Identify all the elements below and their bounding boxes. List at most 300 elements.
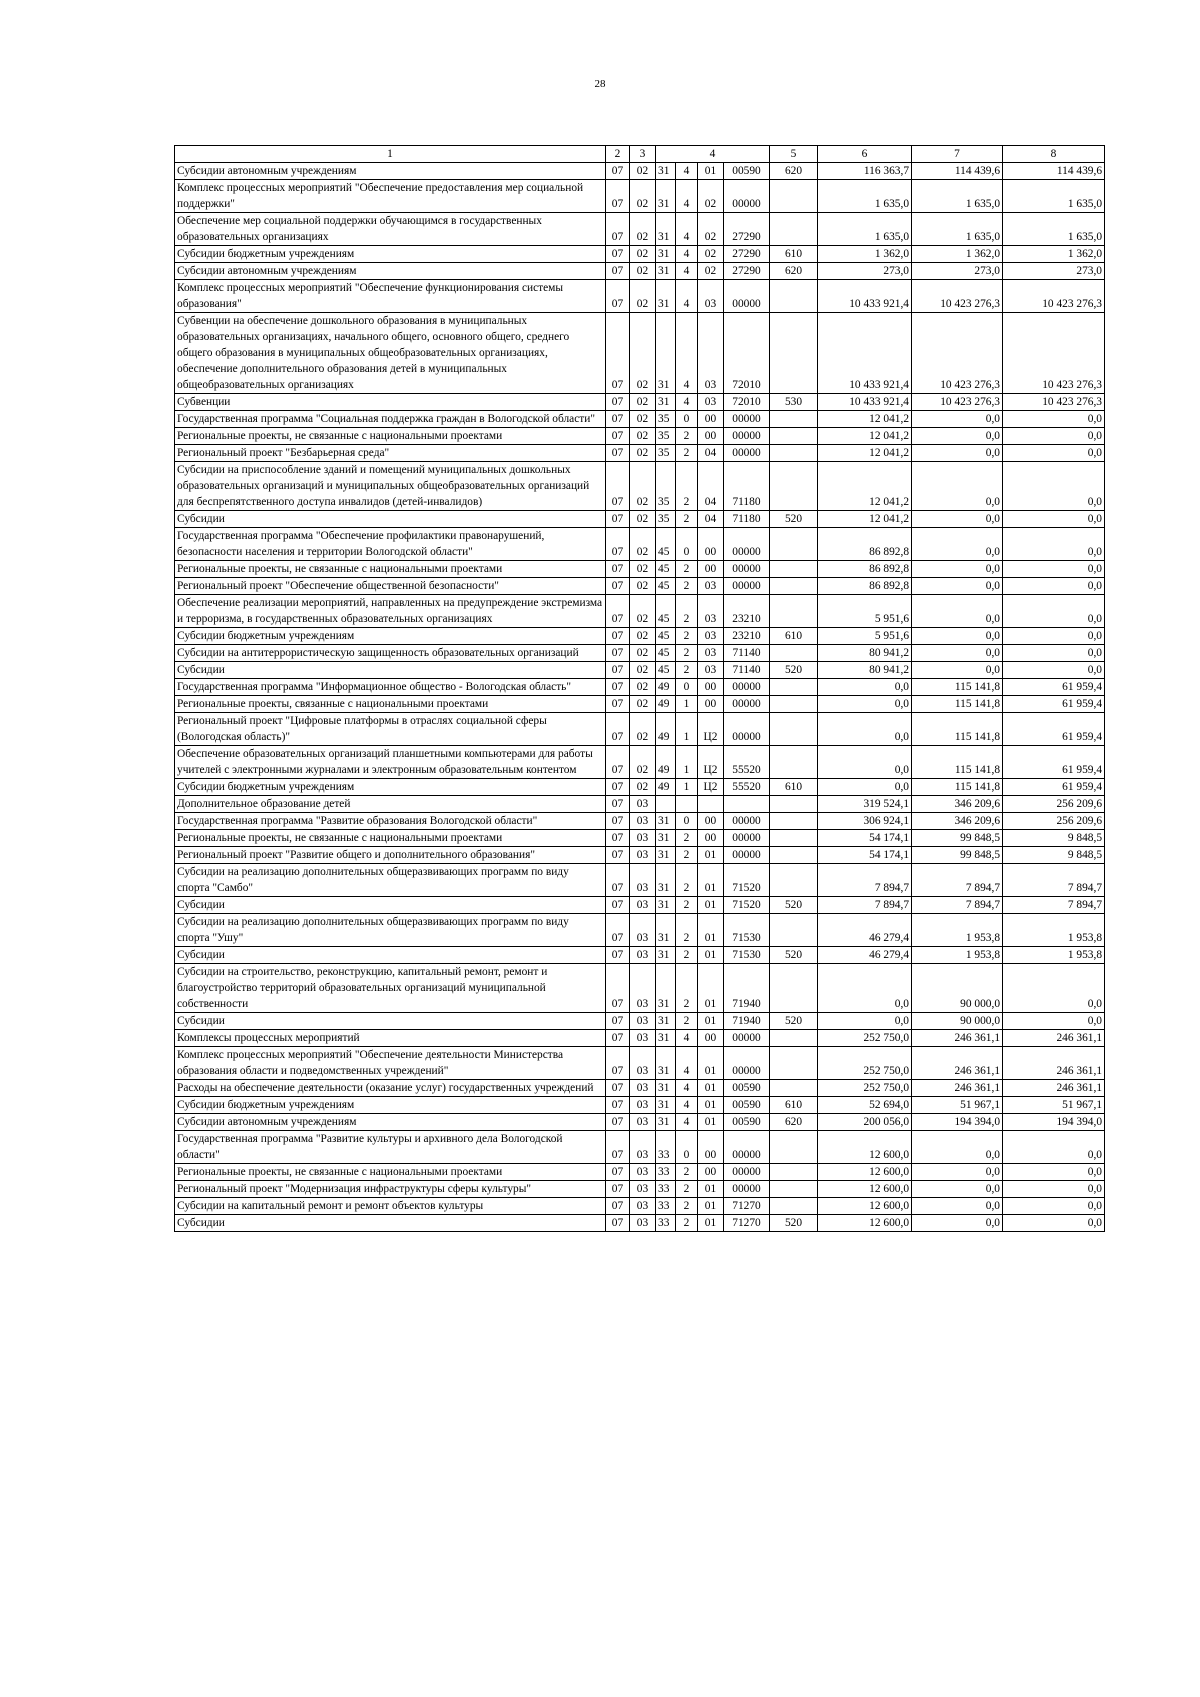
subprogram-code: 4 — [676, 1097, 698, 1114]
subprogram-code: 4 — [676, 1047, 698, 1080]
amount-col7: 1 362,0 — [912, 246, 1003, 263]
direction-code: 00000 — [724, 679, 770, 696]
activity-code: 01 — [698, 1181, 724, 1198]
subprogram-code: 2 — [676, 947, 698, 964]
row-name: Региональный проект "Обеспечение общественной безопасности" — [175, 578, 606, 595]
amount-col7: 0,0 — [912, 645, 1003, 662]
amount-col7: 90 000,0 — [912, 964, 1003, 1013]
amount-col6: 12 600,0 — [818, 1215, 912, 1232]
section-code: 07 — [606, 411, 630, 428]
activity-code: 04 — [698, 511, 724, 528]
direction-code: 00590 — [724, 1114, 770, 1131]
amount-col6: 54 174,1 — [818, 830, 912, 847]
subsection-code: 03 — [630, 1181, 656, 1198]
row-name: Расходы на обеспечение деятельности (оказание услуг) государственных учреждений — [175, 1080, 606, 1097]
program-code: 33 — [656, 1198, 676, 1215]
amount-col7: 0,0 — [912, 595, 1003, 628]
row-name: Комплекс процессных мероприятий "Обеспечение предоставления мер социальной поддержки" — [175, 180, 606, 213]
amount-col6: 54 174,1 — [818, 847, 912, 864]
activity-code: 03 — [698, 628, 724, 645]
subprogram-code: 2 — [676, 595, 698, 628]
program-code: 31 — [656, 180, 676, 213]
amount-col8: 61 959,4 — [1003, 713, 1105, 746]
activity-code: 01 — [698, 1047, 724, 1080]
table-row — [175, 528, 1105, 561]
program-code: 35 — [656, 462, 676, 511]
row-name: Комплекс процессных мероприятий "Обеспечение функционирования системы образования" — [175, 280, 606, 313]
amount-col7: 0,0 — [912, 662, 1003, 679]
subprogram-code: 0 — [676, 679, 698, 696]
direction-code: 00000 — [724, 280, 770, 313]
program-code: 33 — [656, 1131, 676, 1164]
subprogram-code: 2 — [676, 864, 698, 897]
program-code: 49 — [656, 779, 676, 796]
table-row — [175, 595, 1105, 628]
amount-col6: 86 892,8 — [818, 561, 912, 578]
expense-type-code — [770, 213, 818, 246]
row-name: Субсидии бюджетным учреждениям — [175, 246, 606, 263]
row-name: Субсидии на приспособление зданий и помещений муниципальных дошкольных образовательных организаций и муниципальных общеобразовательных организаций для беспрепятственного доступа инвалидов (детей-инвалидов) — [175, 462, 606, 511]
amount-col6: 10 433 921,4 — [818, 394, 912, 411]
row-name: Региональные проекты, не связанные с национальными проектами — [175, 830, 606, 847]
subprogram-code: 4 — [676, 280, 698, 313]
activity-code: 03 — [698, 578, 724, 595]
program-code: 31 — [656, 813, 676, 830]
amount-col7: 246 361,1 — [912, 1047, 1003, 1080]
subprogram-code: 1 — [676, 713, 698, 746]
expense-type-code — [770, 645, 818, 662]
expense-type-code: 520 — [770, 1215, 818, 1232]
amount-col8: 0,0 — [1003, 1198, 1105, 1215]
subsection-code: 03 — [630, 1013, 656, 1030]
expense-type-code — [770, 1030, 818, 1047]
activity-code: 01 — [698, 947, 724, 964]
table-row — [175, 679, 1105, 696]
subprogram-code: 2 — [676, 445, 698, 462]
amount-col8: 1 362,0 — [1003, 246, 1105, 263]
direction-code: 00000 — [724, 180, 770, 213]
activity-code: Ц2 — [698, 746, 724, 779]
expense-type-code: 610 — [770, 779, 818, 796]
col-header: 1 — [175, 146, 606, 163]
subsection-code: 03 — [630, 1198, 656, 1215]
direction-code: 71940 — [724, 1013, 770, 1030]
amount-col6: 116 363,7 — [818, 163, 912, 180]
subprogram-code: 4 — [676, 163, 698, 180]
amount-col6: 0,0 — [818, 746, 912, 779]
row-name: Субсидии автономным учреждениям — [175, 263, 606, 280]
row-name: Региональные проекты, связанные с национальными проектами — [175, 696, 606, 713]
section-code: 07 — [606, 662, 630, 679]
table-row — [175, 628, 1105, 645]
expense-type-code — [770, 578, 818, 595]
expense-type-code — [770, 411, 818, 428]
table-row — [175, 1030, 1105, 1047]
direction-code: 00000 — [724, 561, 770, 578]
subsection-code: 03 — [630, 864, 656, 897]
row-name: Субсидии автономным учреждениям — [175, 1114, 606, 1131]
direction-code: 00000 — [724, 445, 770, 462]
expense-type-code — [770, 864, 818, 897]
section-code: 07 — [606, 428, 630, 445]
row-name: Государственная программа "Развитие образования Вологодской области" — [175, 813, 606, 830]
activity-code: 00 — [698, 428, 724, 445]
program-code — [656, 796, 676, 813]
expense-type-code: 610 — [770, 1097, 818, 1114]
subprogram-code: 2 — [676, 847, 698, 864]
section-code: 07 — [606, 696, 630, 713]
row-name: Комплекс процессных мероприятий "Обеспечение деятельности Министерства образования области и подведомственных учреждений" — [175, 1047, 606, 1080]
program-code: 45 — [656, 645, 676, 662]
program-code: 45 — [656, 561, 676, 578]
expense-type-code — [770, 796, 818, 813]
section-code: 07 — [606, 213, 630, 246]
row-name: Государственная программа "Социальная поддержка граждан в Вологодской области" — [175, 411, 606, 428]
subprogram-code: 2 — [676, 914, 698, 947]
section-code: 07 — [606, 779, 630, 796]
direction-code: 00000 — [724, 411, 770, 428]
subsection-code: 03 — [630, 1114, 656, 1131]
program-code: 31 — [656, 213, 676, 246]
amount-col7: 0,0 — [912, 511, 1003, 528]
amount-col8: 0,0 — [1003, 662, 1105, 679]
amount-col8: 273,0 — [1003, 263, 1105, 280]
direction-code: 71140 — [724, 662, 770, 679]
direction-code: 27290 — [724, 263, 770, 280]
amount-col8: 0,0 — [1003, 1215, 1105, 1232]
direction-code: 00000 — [724, 1030, 770, 1047]
amount-col6: 80 941,2 — [818, 645, 912, 662]
amount-col6: 10 433 921,4 — [818, 313, 912, 394]
amount-col6: 46 279,4 — [818, 914, 912, 947]
table-row — [175, 280, 1105, 313]
amount-col8: 61 959,4 — [1003, 746, 1105, 779]
subsection-code: 03 — [630, 847, 656, 864]
subsection-code: 02 — [630, 595, 656, 628]
row-name: Государственная программа "Информационное общество - Вологодская область" — [175, 679, 606, 696]
table-row — [175, 662, 1105, 679]
activity-code: 04 — [698, 445, 724, 462]
subsection-code: 03 — [630, 964, 656, 1013]
activity-code: 01 — [698, 1114, 724, 1131]
row-name: Региональный проект "Модернизация инфраструктуры сферы культуры" — [175, 1181, 606, 1198]
direction-code: 71940 — [724, 964, 770, 1013]
table-row — [175, 180, 1105, 213]
program-code: 31 — [656, 394, 676, 411]
amount-col6: 0,0 — [818, 1013, 912, 1030]
expense-type-code: 520 — [770, 897, 818, 914]
section-code: 07 — [606, 163, 630, 180]
amount-col8: 246 361,1 — [1003, 1030, 1105, 1047]
expense-type-code — [770, 679, 818, 696]
table-row — [175, 1198, 1105, 1215]
amount-col7: 10 423 276,3 — [912, 394, 1003, 411]
subsection-code: 02 — [630, 411, 656, 428]
direction-code: 00000 — [724, 528, 770, 561]
amount-col6: 0,0 — [818, 679, 912, 696]
amount-col7: 114 439,6 — [912, 163, 1003, 180]
section-code: 07 — [606, 645, 630, 662]
direction-code: 00000 — [724, 830, 770, 847]
amount-col6: 1 635,0 — [818, 180, 912, 213]
subsection-code: 03 — [630, 897, 656, 914]
row-name: Субсидии бюджетным учреждениям — [175, 1097, 606, 1114]
amount-col7: 0,0 — [912, 1164, 1003, 1181]
amount-col6: 252 750,0 — [818, 1080, 912, 1097]
section-code: 07 — [606, 830, 630, 847]
activity-code: 01 — [698, 914, 724, 947]
subsection-code: 03 — [630, 1080, 656, 1097]
expense-type-code — [770, 813, 818, 830]
amount-col6: 0,0 — [818, 713, 912, 746]
amount-col8: 10 423 276,3 — [1003, 313, 1105, 394]
amount-col7: 0,0 — [912, 411, 1003, 428]
expense-type-code — [770, 280, 818, 313]
expense-type-code — [770, 595, 818, 628]
subsection-code: 03 — [630, 813, 656, 830]
subsection-code: 02 — [630, 280, 656, 313]
activity-code: 01 — [698, 1097, 724, 1114]
subsection-code: 02 — [630, 561, 656, 578]
row-name: Обеспечение мер социальной поддержки обучающимся в государственных образовательных организациях — [175, 213, 606, 246]
subsection-code: 02 — [630, 645, 656, 662]
program-code: 31 — [656, 947, 676, 964]
subsection-code: 02 — [630, 578, 656, 595]
program-code: 45 — [656, 595, 676, 628]
activity-code: 01 — [698, 964, 724, 1013]
subprogram-code: 2 — [676, 578, 698, 595]
row-name: Субсидии на реализацию дополнительных общеразвивающих программ по виду спорта "Самбо" — [175, 864, 606, 897]
direction-code: 00000 — [724, 1131, 770, 1164]
section-code: 07 — [606, 578, 630, 595]
amount-col7: 0,0 — [912, 561, 1003, 578]
subsection-code: 02 — [630, 511, 656, 528]
program-code: 31 — [656, 1097, 676, 1114]
amount-col8: 0,0 — [1003, 411, 1105, 428]
table-row — [175, 578, 1105, 595]
subprogram-code: 2 — [676, 511, 698, 528]
section-code: 07 — [606, 462, 630, 511]
subprogram-code: 2 — [676, 1013, 698, 1030]
expense-type-code — [770, 1198, 818, 1215]
amount-col6: 12 600,0 — [818, 1164, 912, 1181]
section-code: 07 — [606, 746, 630, 779]
expense-type-code — [770, 964, 818, 1013]
section-code: 07 — [606, 595, 630, 628]
subprogram-code: 4 — [676, 1114, 698, 1131]
col-header: 6 — [818, 146, 912, 163]
program-code: 31 — [656, 964, 676, 1013]
amount-col6: 12 041,2 — [818, 511, 912, 528]
activity-code: 01 — [698, 847, 724, 864]
amount-col8: 0,0 — [1003, 511, 1105, 528]
subsection-code: 02 — [630, 713, 656, 746]
program-code: 31 — [656, 847, 676, 864]
table-row — [175, 713, 1105, 746]
program-code: 49 — [656, 696, 676, 713]
section-code: 07 — [606, 394, 630, 411]
amount-col6: 12 600,0 — [818, 1181, 912, 1198]
amount-col8: 7 894,7 — [1003, 897, 1105, 914]
amount-col6: 12 041,2 — [818, 462, 912, 511]
subsection-code: 02 — [630, 746, 656, 779]
subsection-code: 02 — [630, 445, 656, 462]
amount-col7: 0,0 — [912, 1198, 1003, 1215]
program-code: 35 — [656, 511, 676, 528]
expense-type-code — [770, 180, 818, 213]
direction-code: 71530 — [724, 947, 770, 964]
expense-type-code: 530 — [770, 394, 818, 411]
activity-code: 01 — [698, 864, 724, 897]
subprogram-code: 1 — [676, 746, 698, 779]
subsection-code: 03 — [630, 914, 656, 947]
row-name: Комплексы процессных мероприятий — [175, 1030, 606, 1047]
subsection-code: 03 — [630, 1097, 656, 1114]
amount-col7: 10 423 276,3 — [912, 280, 1003, 313]
expense-type-code — [770, 528, 818, 561]
table-row — [175, 1080, 1105, 1097]
table-row — [175, 445, 1105, 462]
amount-col6: 7 894,7 — [818, 864, 912, 897]
subprogram-code: 2 — [676, 628, 698, 645]
amount-col8: 0,0 — [1003, 964, 1105, 1013]
amount-col8: 0,0 — [1003, 1013, 1105, 1030]
direction-code: 72010 — [724, 394, 770, 411]
section-code: 07 — [606, 1030, 630, 1047]
program-code: 31 — [656, 163, 676, 180]
amount-col8: 0,0 — [1003, 528, 1105, 561]
section-code: 07 — [606, 246, 630, 263]
row-name: Дополнительное образование детей — [175, 796, 606, 813]
amount-col7: 115 141,8 — [912, 696, 1003, 713]
subprogram-code: 1 — [676, 779, 698, 796]
amount-col6: 12 600,0 — [818, 1198, 912, 1215]
expense-type-code — [770, 914, 818, 947]
amount-col8: 0,0 — [1003, 578, 1105, 595]
section-code: 07 — [606, 713, 630, 746]
subprogram-code: 2 — [676, 964, 698, 1013]
amount-col8: 0,0 — [1003, 561, 1105, 578]
direction-code: 71180 — [724, 462, 770, 511]
section-code: 07 — [606, 1013, 630, 1030]
row-name: Обеспечение реализации мероприятий, направленных на предупреждение экстремизма и терроризма, в государственных образовательных организациях — [175, 595, 606, 628]
activity-code: 01 — [698, 897, 724, 914]
activity-code: 01 — [698, 1198, 724, 1215]
amount-col7: 0,0 — [912, 628, 1003, 645]
subsection-code: 02 — [630, 313, 656, 394]
expense-type-code: 520 — [770, 947, 818, 964]
direction-code: 27290 — [724, 246, 770, 263]
table-row — [175, 847, 1105, 864]
activity-code: Ц2 — [698, 779, 724, 796]
activity-code: 04 — [698, 462, 724, 511]
amount-col8: 194 394,0 — [1003, 1114, 1105, 1131]
subprogram-code: 4 — [676, 313, 698, 394]
program-code: 31 — [656, 1030, 676, 1047]
row-name: Субвенции — [175, 394, 606, 411]
expense-type-code — [770, 313, 818, 394]
amount-col7: 7 894,7 — [912, 897, 1003, 914]
amount-col7: 0,0 — [912, 578, 1003, 595]
amount-col8: 246 361,1 — [1003, 1080, 1105, 1097]
amount-col7: 99 848,5 — [912, 830, 1003, 847]
budget-table — [174, 145, 1105, 1232]
direction-code: 00000 — [724, 1164, 770, 1181]
direction-code — [724, 796, 770, 813]
amount-col8: 51 967,1 — [1003, 1097, 1105, 1114]
amount-col6: 12 041,2 — [818, 445, 912, 462]
section-code: 07 — [606, 1198, 630, 1215]
section-code: 07 — [606, 847, 630, 864]
section-code: 07 — [606, 1080, 630, 1097]
subprogram-code: 4 — [676, 213, 698, 246]
activity-code — [698, 796, 724, 813]
col-header: 5 — [770, 146, 818, 163]
section-code: 07 — [606, 1215, 630, 1232]
amount-col8: 0,0 — [1003, 462, 1105, 511]
program-code: 31 — [656, 1114, 676, 1131]
expense-type-code — [770, 1131, 818, 1164]
amount-col6: 12 041,2 — [818, 428, 912, 445]
direction-code: 72010 — [724, 313, 770, 394]
amount-col6: 46 279,4 — [818, 947, 912, 964]
subsection-code: 02 — [630, 628, 656, 645]
amount-col8: 1 635,0 — [1003, 180, 1105, 213]
amount-col7: 346 209,6 — [912, 796, 1003, 813]
expense-type-code — [770, 1181, 818, 1198]
subsection-code: 02 — [630, 679, 656, 696]
program-code: 31 — [656, 914, 676, 947]
table-row — [175, 561, 1105, 578]
direction-code: 00000 — [724, 428, 770, 445]
subprogram-code: 4 — [676, 180, 698, 213]
amount-col7: 1 635,0 — [912, 180, 1003, 213]
table-row — [175, 1097, 1105, 1114]
activity-code: 02 — [698, 180, 724, 213]
row-name: Субсидии — [175, 897, 606, 914]
amount-col6: 10 433 921,4 — [818, 280, 912, 313]
amount-col6: 306 924,1 — [818, 813, 912, 830]
amount-col6: 252 750,0 — [818, 1047, 912, 1080]
amount-col7: 246 361,1 — [912, 1030, 1003, 1047]
table-row — [175, 947, 1105, 964]
program-code: 49 — [656, 713, 676, 746]
row-name: Государственная программа "Обеспечение профилактики правонарушений, безопасности населения и территории Вологодской области" — [175, 528, 606, 561]
subsection-code: 03 — [630, 1030, 656, 1047]
direction-code: 00590 — [724, 163, 770, 180]
activity-code: 01 — [698, 1013, 724, 1030]
amount-col7: 0,0 — [912, 528, 1003, 561]
amount-col7: 0,0 — [912, 1215, 1003, 1232]
amount-col7: 99 848,5 — [912, 847, 1003, 864]
program-code: 31 — [656, 1080, 676, 1097]
activity-code: 00 — [698, 1131, 724, 1164]
direction-code: 00000 — [724, 578, 770, 595]
section-code: 07 — [606, 864, 630, 897]
activity-code: 01 — [698, 163, 724, 180]
program-code: 31 — [656, 1013, 676, 1030]
amount-col7: 273,0 — [912, 263, 1003, 280]
activity-code: 02 — [698, 263, 724, 280]
activity-code: 00 — [698, 679, 724, 696]
row-name: Субсидии на строительство, реконструкцию, капитальный ремонт, ремонт и благоустройство территорий образовательных организаций муниципальной собственности — [175, 964, 606, 1013]
activity-code: 00 — [698, 696, 724, 713]
activity-code: 00 — [698, 813, 724, 830]
table-row — [175, 428, 1105, 445]
section-code: 07 — [606, 964, 630, 1013]
program-code: 31 — [656, 864, 676, 897]
expense-type-code — [770, 830, 818, 847]
